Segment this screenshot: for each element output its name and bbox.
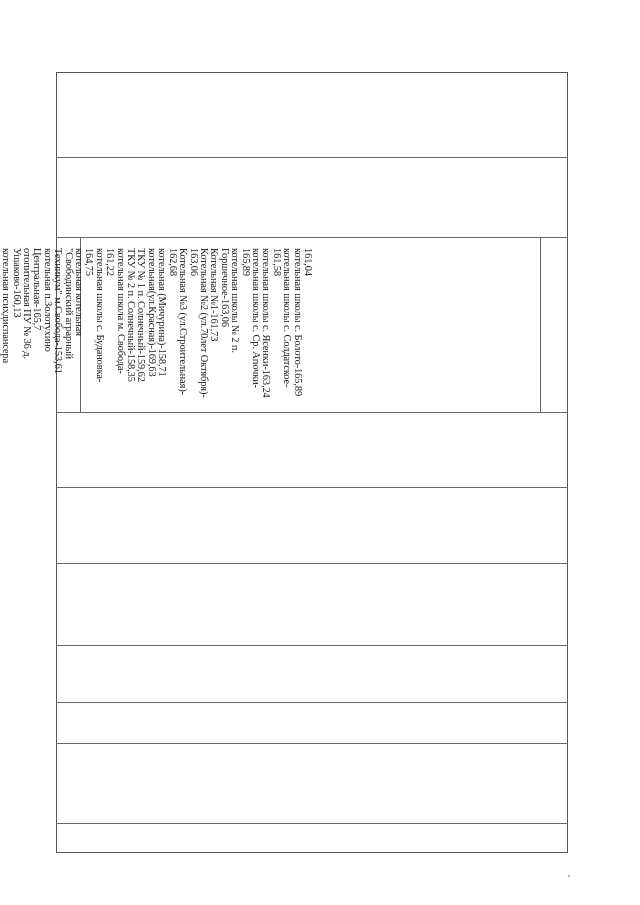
boiler-list-line: "Свободинский аграрный [62, 248, 74, 359]
boiler-list-line: котельная школы № 2 п. [229, 248, 241, 353]
table-row-divider [56, 157, 568, 158]
boiler-list [0, 248, 312, 844]
boiler-list-line: отопительная ПУ № 36 д. [21, 248, 33, 359]
scan-speck [568, 875, 570, 877]
boiler-list-line: Котельная №3 (ул.Строительная)- [177, 248, 189, 396]
boiler-list-line: котельная школы с. Будановка- [93, 248, 105, 383]
boiler-list-line: котельная школы с. Болото-165,89 [291, 248, 303, 397]
boiler-list-line: Центральная-165,7 [31, 248, 43, 331]
table-column-divider [540, 237, 541, 412]
boiler-list-line: Ушаково-160,13 [10, 248, 22, 318]
boiler-list-line: котельная п.Золотухино [41, 248, 53, 352]
boiler-list-line: ТКУ № 1 п. Солнечный-159,62 [135, 248, 147, 382]
boiler-list-line: котельная школы с. Солдатское- [281, 248, 293, 388]
boiler-list-line: Котельная №1-161,73 [208, 248, 220, 342]
boiler-list-line: 165,89 [239, 248, 251, 276]
boiler-list-line: 161,22 [104, 248, 116, 276]
boiler-list-line: 161,58 [270, 248, 282, 276]
boiler-list-line: Техникум" м.Свобода-153,61 [52, 248, 64, 374]
boiler-list-line: Горшечное-163,06 [218, 248, 230, 327]
boiler-list-line: котельная школа м. Свобода- [114, 248, 126, 374]
boiler-list-line: котельная школы с. Ср. Апочки- [249, 248, 261, 388]
boiler-list-line: котельная(ул.Красная)-169,63 [145, 248, 157, 377]
boiler-list-line: 162,68 [166, 248, 178, 276]
boiler-list-line: 163,06 [187, 248, 199, 276]
boiler-list-line: котельная психдиспансера [0, 248, 12, 364]
boiler-list-line: котельная (Мичурина)-158,71 [156, 248, 168, 377]
boiler-list-line: котельная котельная [73, 248, 85, 336]
boiler-list-line: 161,04 [302, 248, 313, 276]
boiler-list-line: ТКУ № 2 п. Солнечный-158,35 [125, 248, 137, 382]
boiler-list-line: котельная школы с. Ясенки-163,24 [260, 248, 272, 398]
boiler-list-line: 164,75 [83, 248, 95, 276]
table-row-divider [56, 237, 568, 238]
boiler-list-line: Котельная №2 (ул.70лет Октября)- [197, 248, 209, 398]
